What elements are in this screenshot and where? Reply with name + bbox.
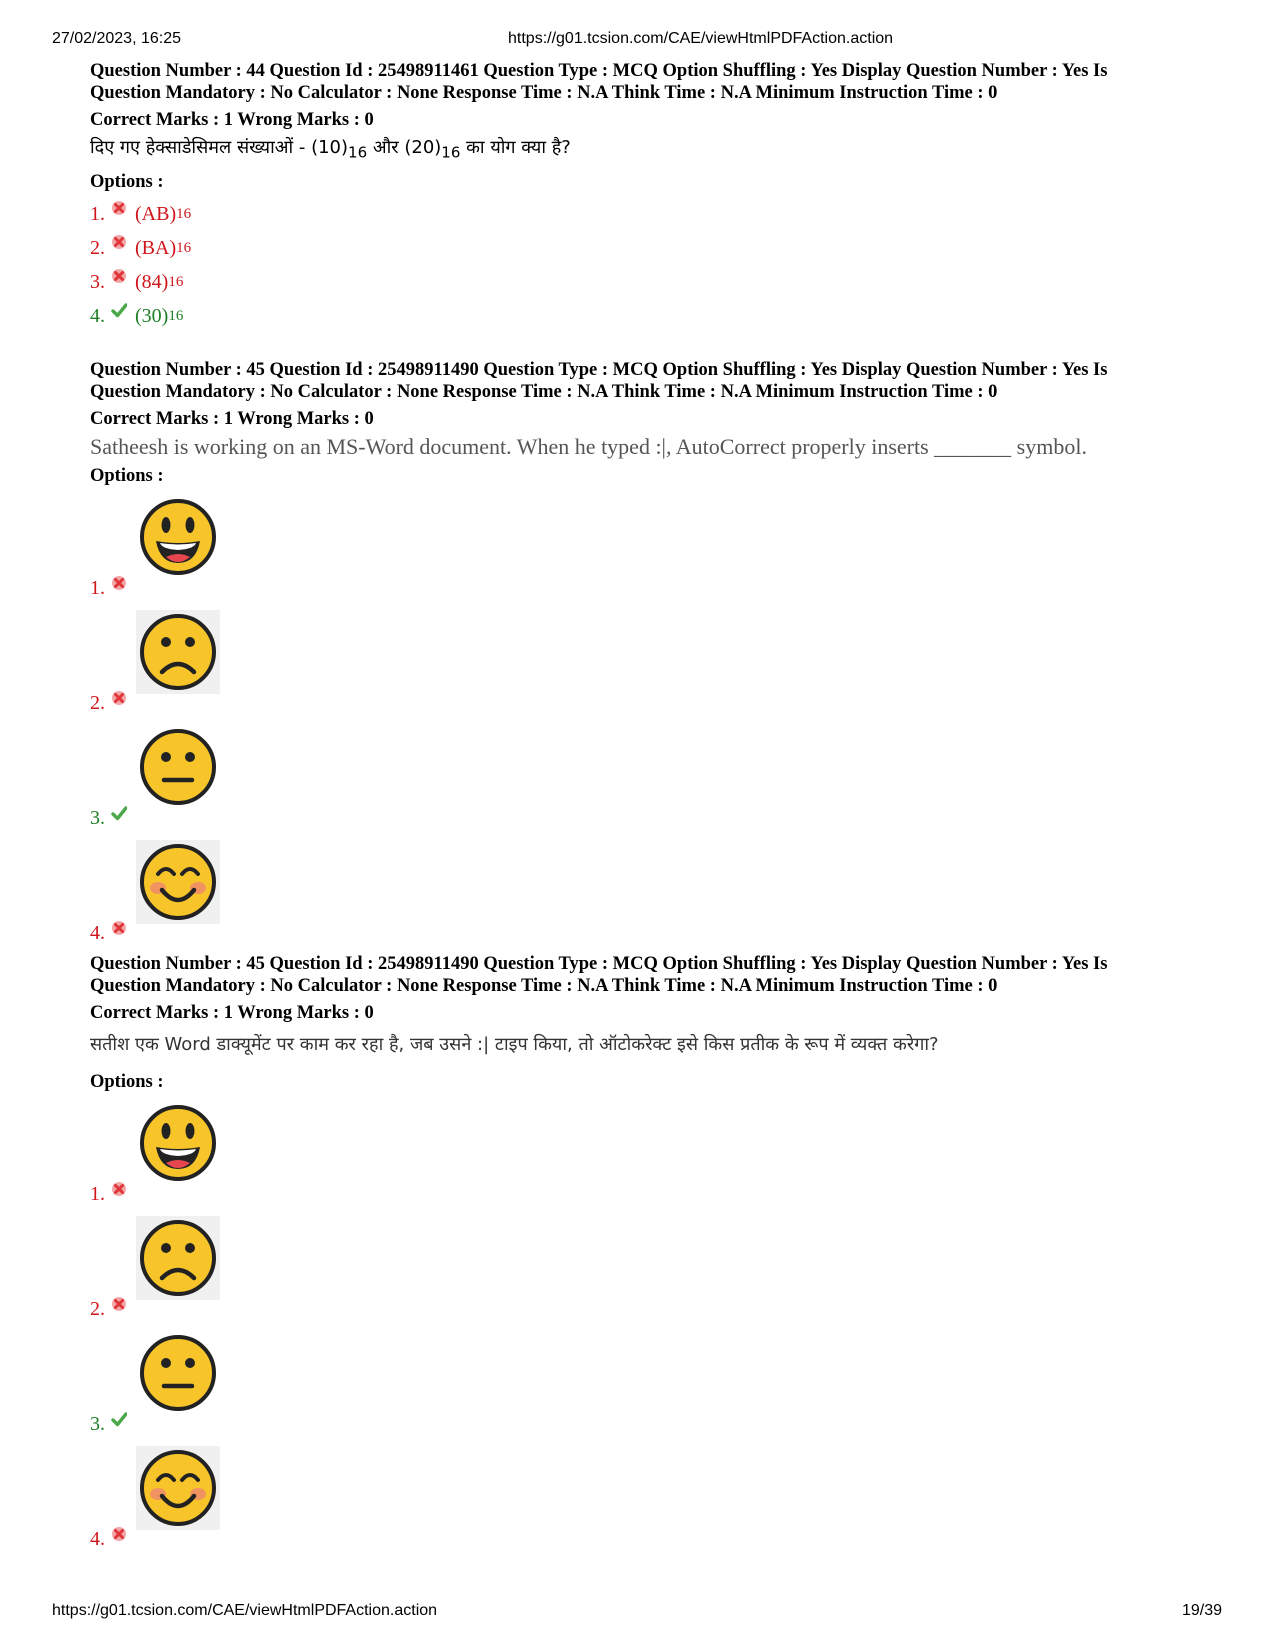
smiling-blush-face-icon bbox=[136, 840, 220, 924]
wrong-cross-icon bbox=[111, 690, 127, 706]
option-text: (BA) bbox=[135, 236, 177, 259]
option-row bbox=[90, 197, 1200, 231]
question-45-hindi-block bbox=[90, 953, 1200, 1561]
wrong-cross-icon bbox=[111, 234, 127, 250]
subscript: 16 bbox=[176, 239, 192, 256]
option-number: 1. bbox=[90, 1183, 105, 1205]
option-row bbox=[90, 299, 1200, 333]
wrong-cross-icon bbox=[111, 268, 127, 284]
option-number: 3. bbox=[90, 807, 105, 829]
option-row bbox=[90, 231, 1200, 265]
option-number: 3. bbox=[90, 1413, 105, 1435]
wrong-cross-icon bbox=[111, 1181, 127, 1197]
grinning-face-icon bbox=[136, 1101, 220, 1185]
option-row bbox=[90, 1446, 1200, 1561]
question-meta-line1: Question Number : 45 Question Id : 25498911490 Question Type : MCQ Option Shuffling : Yes Display Question Number : Yes Is bbox=[90, 954, 1108, 974]
option-number: 3. bbox=[90, 270, 105, 293]
options-label: Options : bbox=[90, 1072, 164, 1092]
option-number: 4. bbox=[90, 304, 105, 327]
option-row bbox=[90, 1331, 1200, 1446]
question-44-block bbox=[90, 60, 1200, 333]
option-number: 4. bbox=[90, 1528, 105, 1550]
subscript: 16 bbox=[348, 143, 368, 162]
subscript: 16 bbox=[168, 273, 184, 290]
option-text: (30) bbox=[135, 304, 169, 327]
option-number: 2. bbox=[90, 1298, 105, 1320]
question-marks: Correct Marks : 1 Wrong Marks : 0 bbox=[90, 1003, 374, 1023]
question-text: सतीश एक Word डाक्यूमेंट पर काम कर रहा है, जब उसने :| टाइप किया, तो ऑटोकरेक्ट इसे किस प्रतीक के रूप में व्यक्त करेगा? bbox=[90, 1034, 939, 1055]
option-row bbox=[90, 495, 1200, 610]
print-header-url: https://g01.tcsion.com/CAE/viewHtmlPDFAction.action bbox=[508, 30, 894, 47]
correct-tick-icon bbox=[111, 1411, 127, 1427]
option-row bbox=[90, 1216, 1200, 1331]
question-meta-line2: Question Mandatory : No Calculator : None Response Time : N.A Think Time : N.A Minimum Instruction Time : 0 bbox=[90, 382, 998, 402]
correct-tick-icon bbox=[111, 805, 127, 821]
options-label: Options : bbox=[90, 466, 164, 486]
question-45-english-block bbox=[90, 359, 1200, 955]
question-text-part: दिए गए हेक्साडेसिमल संख्याओं - (10) bbox=[90, 137, 349, 158]
option-number: 2. bbox=[90, 692, 105, 714]
question-meta-line2: Question Mandatory : No Calculator : None Response Time : N.A Think Time : N.A Minimum Instruction Time : 0 bbox=[90, 976, 998, 996]
wrong-cross-icon bbox=[111, 920, 127, 936]
grinning-face-icon bbox=[136, 495, 220, 579]
question-text: Satheesh is working on an MS-Word document. When he typed :|, AutoCorrect properly inserts _______ symbol. bbox=[90, 434, 1087, 459]
neutral-face-icon bbox=[136, 725, 220, 809]
neutral-face-icon bbox=[136, 1331, 220, 1415]
subscript: 16 bbox=[168, 307, 184, 324]
wrong-cross-icon bbox=[111, 575, 127, 591]
frowning-face-icon bbox=[136, 1216, 220, 1300]
option-number: 4. bbox=[90, 922, 105, 944]
question-meta-line1: Question Number : 44 Question Id : 25498911461 Question Type : MCQ Option Shuffling : Yes Display Question Number : Yes Is bbox=[90, 61, 1108, 81]
question-text-part: का योग क्या है? bbox=[460, 137, 571, 158]
option-text: (AB) bbox=[135, 202, 177, 225]
question-marks: Correct Marks : 1 Wrong Marks : 0 bbox=[90, 110, 374, 130]
option-row bbox=[90, 610, 1200, 725]
question-meta-line1: Question Number : 45 Question Id : 25498911490 Question Type : MCQ Option Shuffling : Yes Display Question Number : Yes Is bbox=[90, 360, 1108, 380]
option-number: 2. bbox=[90, 236, 105, 259]
wrong-cross-icon bbox=[111, 1296, 127, 1312]
frowning-face-icon bbox=[136, 610, 220, 694]
option-row bbox=[90, 1101, 1200, 1216]
page-number: 19/39 bbox=[1182, 1602, 1223, 1619]
question-meta-line2: Question Mandatory : No Calculator : None Response Time : N.A Think Time : N.A Minimum Instruction Time : 0 bbox=[90, 83, 998, 103]
option-row bbox=[90, 725, 1200, 840]
correct-tick-icon bbox=[111, 302, 127, 318]
subscript: 16 bbox=[176, 205, 192, 222]
option-row bbox=[90, 840, 1200, 955]
print-datetime: 27/02/2023, 16:25 bbox=[52, 30, 182, 47]
option-number: 1. bbox=[90, 577, 105, 599]
options-label: Options : bbox=[90, 171, 164, 192]
print-footer-url: https://g01.tcsion.com/CAE/viewHtmlPDFAction.action bbox=[52, 1602, 438, 1619]
wrong-cross-icon bbox=[111, 1526, 127, 1542]
smiling-blush-face-icon bbox=[136, 1446, 220, 1530]
question-marks: Correct Marks : 1 Wrong Marks : 0 bbox=[90, 409, 374, 429]
subscript: 16 bbox=[441, 143, 461, 162]
option-number: 1. bbox=[90, 202, 105, 225]
question-text-part: और (20) bbox=[367, 137, 442, 158]
option-text: (84) bbox=[135, 270, 169, 293]
option-row bbox=[90, 265, 1200, 299]
wrong-cross-icon bbox=[111, 200, 127, 216]
question-text bbox=[90, 135, 1200, 166]
